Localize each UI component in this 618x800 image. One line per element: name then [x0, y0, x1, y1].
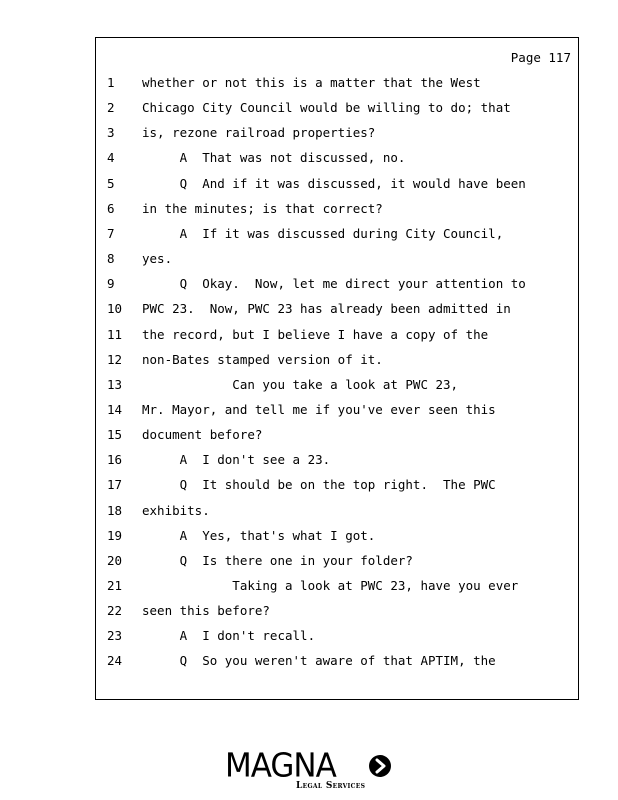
line-number: 1 — [107, 75, 115, 90]
line-text: seen this before? — [142, 603, 270, 619]
line-number: 20 — [107, 552, 123, 568]
line-number: 17 — [107, 477, 123, 493]
line-number: 3 — [107, 125, 115, 141]
line-number: 5 — [107, 175, 115, 191]
line-number: 15 — [107, 427, 123, 443]
line-number: 6 — [107, 200, 115, 216]
line-text: Chicago City Council would be willing to do; that — [142, 100, 511, 116]
line-text: Q Okay. Now, let me direct your attention to — [142, 276, 526, 292]
line-number: 19 — [107, 527, 123, 543]
line-number: 22 — [107, 603, 123, 619]
line-number: 8 — [107, 251, 115, 267]
line-text: Q So you weren't aware of that APTIM, the — [142, 653, 496, 669]
line-text: A Yes, that's what I got. — [142, 527, 376, 543]
magna-logo — [225, 748, 395, 794]
line-text: Taking a look at PWC 23, have you ever — [142, 578, 519, 593]
logo-subtitle: Legal Services — [296, 781, 366, 791]
line-text: yes. — [142, 251, 173, 267]
line-number: 10 — [107, 301, 123, 317]
line-number: 16 — [107, 452, 123, 468]
line-number: 23 — [107, 628, 123, 644]
line-text: document before? — [142, 427, 263, 443]
line-number: 12 — [107, 351, 123, 367]
logo-wordmark: MAGNA — [225, 747, 336, 785]
line-number: 9 — [107, 276, 115, 292]
line-text: whether or not this is a matter that the West — [142, 75, 481, 90]
line-number: 4 — [107, 150, 115, 166]
chevron-right-icon — [369, 755, 391, 777]
line-number: 21 — [107, 578, 123, 593]
line-number: 18 — [107, 502, 123, 518]
line-text: in the minutes; is that correct? — [142, 200, 383, 216]
line-number: 11 — [107, 326, 123, 342]
line-text: non-Bates stamped version of it. — [142, 351, 383, 367]
line-number: 24 — [107, 653, 123, 669]
line-text: is, rezone railroad properties? — [142, 125, 376, 141]
line-number: 2 — [107, 100, 115, 116]
line-text: Can you take a look at PWC 23, — [142, 376, 459, 392]
line-text: exhibits. — [142, 502, 210, 518]
line-text: A I don't see a 23. — [142, 452, 331, 468]
transcript-page — [95, 37, 579, 700]
page-number: Page 117 — [510, 50, 571, 65]
line-text: A I don't recall. — [142, 628, 316, 644]
line-text: Mr. Mayor, and tell me if you've ever seen this — [142, 401, 496, 417]
line-number: 7 — [107, 225, 115, 241]
line-text: A If it was discussed during City Council, — [142, 225, 504, 241]
line-text: Q And if it was discussed, it would have been — [142, 175, 526, 191]
line-text: the record, but I believe I have a copy of the — [142, 326, 489, 342]
line-number: 14 — [107, 401, 123, 417]
line-text: Q It should be on the top right. The PWC — [142, 477, 496, 493]
line-number: 13 — [107, 376, 123, 392]
line-text: PWC 23. Now, PWC 23 has already been admitted in — [142, 301, 511, 317]
line-text: A That was not discussed, no. — [142, 150, 406, 166]
line-text: Q Is there one in your folder? — [142, 552, 413, 568]
